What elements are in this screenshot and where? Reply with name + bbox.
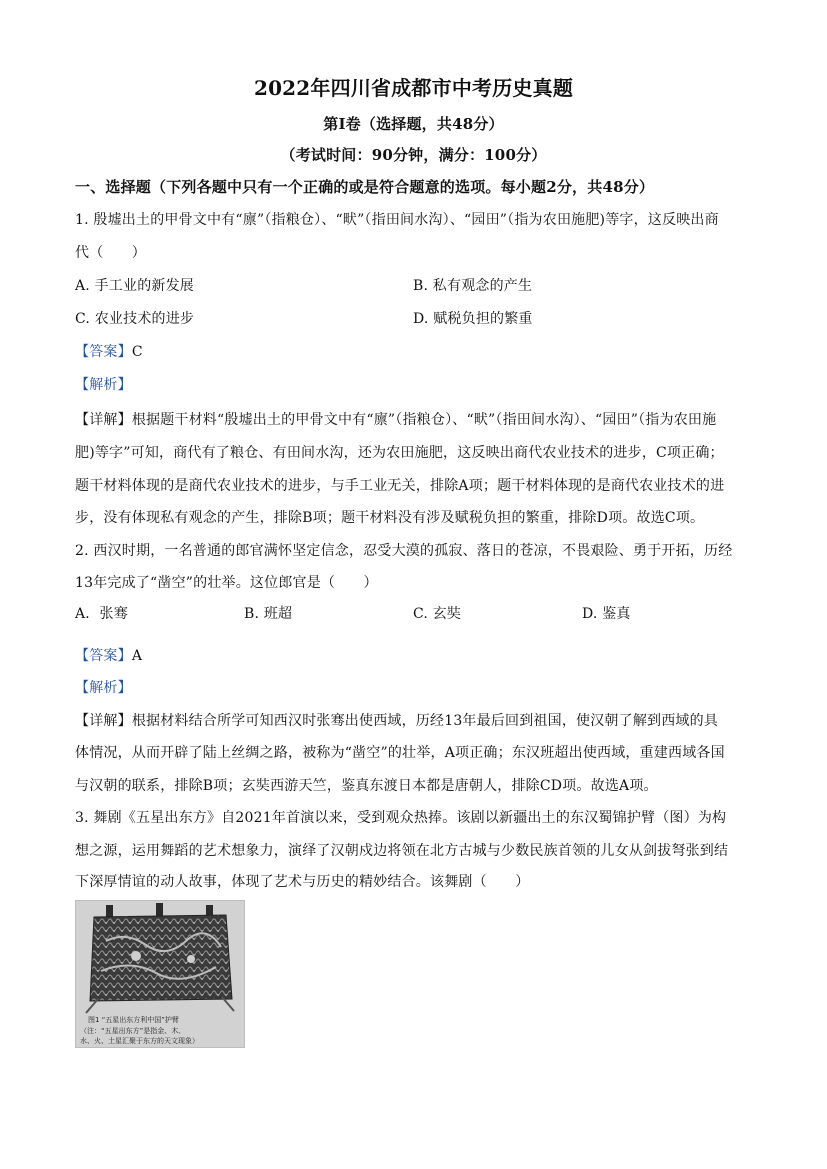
q1-detail-line2: 肥)等字”可知，商代有了粮仓、有田间水沟，还为农田施肥，这反映出商代农业技术的进步，C项正确； xyxy=(75,445,724,461)
q2-stem-line1: 2. 西汉时期，一名普通的郎官满怀坚定信念，忍受大漠的孤寂、落日的苍凉，不畏艰险、勇于开拓，历经 xyxy=(75,543,733,559)
figure-caption-line1: 图1 “五星出东方利中国”护臂 xyxy=(88,1016,179,1024)
q2-detail-line1 xyxy=(75,711,718,731)
exam-title: 2022年四川省成都市中考历史真题 xyxy=(253,76,574,100)
q1-analysis-label: 【解析】 xyxy=(75,377,132,393)
q1-option-a: A. 手工业的新发展 xyxy=(75,278,195,294)
q3-stem-line1: 3. 舞剧《五星出东方》自2021年首演以来，受到观众热捧。该剧以新疆出土的东汉蜀锦护臂（图）为构 xyxy=(75,810,727,826)
q2-stem-line2: 13年完成了“凿空”的壮举。这位郎官是（ ） xyxy=(75,575,378,591)
q1-answer-label: 【答案】 xyxy=(75,344,132,360)
figure-caption-line2: （注：“五星出东方”是指金、木、 xyxy=(80,1027,186,1035)
q1-answer xyxy=(75,342,143,362)
exam-time: （考试时间：90分钟，满分：100分） xyxy=(280,146,547,164)
q1-option-c: C. 农业技术的进步 xyxy=(75,311,195,327)
q1-detail-line1 xyxy=(75,410,716,430)
q2-option-b: B. 班超 xyxy=(244,606,293,622)
figure-caption-line3: 水、火、土星汇聚于东方的天文现象） xyxy=(80,1037,199,1045)
q1-detail-label: 【详解】 xyxy=(75,412,132,428)
q2-detail-text1: 根据材料结合所学可知西汉时张骞出使西域，历经13年最后回到祖国，使汉朝了解到西域的具 xyxy=(131,713,719,729)
section-heading: 一、选择题（下列各题中只有一个正确的或是符合题意的选项。每小题2分，共48分） xyxy=(75,178,655,196)
q3-stem-line2: 想之源，运用舞蹈的艺术想象力，演绎了汉朝戍边将领在北方古城与少数民族首领的儿女从剑拔弩张到结 xyxy=(75,843,729,859)
q1-stem-line1: 1. 殷墟出土的甲骨文中有“廪”（指粮仓）、“畎”（指田间水沟）、“园田”（指为农田施肥)等字，这反映出商 xyxy=(75,212,719,228)
q2-analysis-label: 【解析】 xyxy=(75,680,132,696)
q2-option-d: D. 鉴真 xyxy=(582,606,631,622)
q1-option-b: B. 私有观念的产生 xyxy=(413,278,533,294)
q2-answer-label: 【答案】 xyxy=(75,648,132,664)
brocade-armguard-image xyxy=(76,901,244,1047)
q1-stem-line2: 代（ ） xyxy=(75,245,146,261)
q2-detail-label: 【详解】 xyxy=(75,713,132,729)
q1-answer-value: C xyxy=(131,344,143,360)
q1-detail-text1: 根据题干材料“殷墟出土的甲骨文中有“廪”（指粮仓）、“畎”（指田间水沟）、“园田”（指为农田施 xyxy=(131,412,717,428)
q3-stem-line3: 下深厚情谊的动人故事，体现了艺术与历史的精妙结合。该舞剧（ ） xyxy=(75,874,530,890)
q2-option-c: C. 玄奘 xyxy=(413,606,462,622)
q2-answer-value: A xyxy=(131,648,143,664)
q2-detail-line3: 与汉朝的联系，排除B项；玄奘西游天竺，鉴真东渡日本都是唐朝人，排除CD项。故选A项。 xyxy=(75,778,658,794)
exam-part: 第Ⅰ卷（选择题，共48分） xyxy=(323,115,504,133)
q1-detail-line4: 步，没有体现私有观念的产生，排除B项；题干材料没有涉及赋税负担的繁重，排除D项。故选C项。 xyxy=(75,510,705,526)
q2-option-a: A．张骞 xyxy=(75,606,128,622)
q2-answer xyxy=(75,646,142,666)
brocade-armguard-figure xyxy=(75,900,245,1048)
q1-detail-line3: 题干材料体现的是商代农业技术的进步，与手工业无关，排除A项；题干材料体现的是商代农业技术的进 xyxy=(75,478,725,494)
q2-detail-line2: 体情况，从而开辟了陆上丝绸之路，被称为“凿空”的壮举，A项正确；东汉班超出使西域，重建西域各国 xyxy=(75,745,725,761)
q1-option-d: D. 赋税负担的繁重 xyxy=(413,311,533,327)
